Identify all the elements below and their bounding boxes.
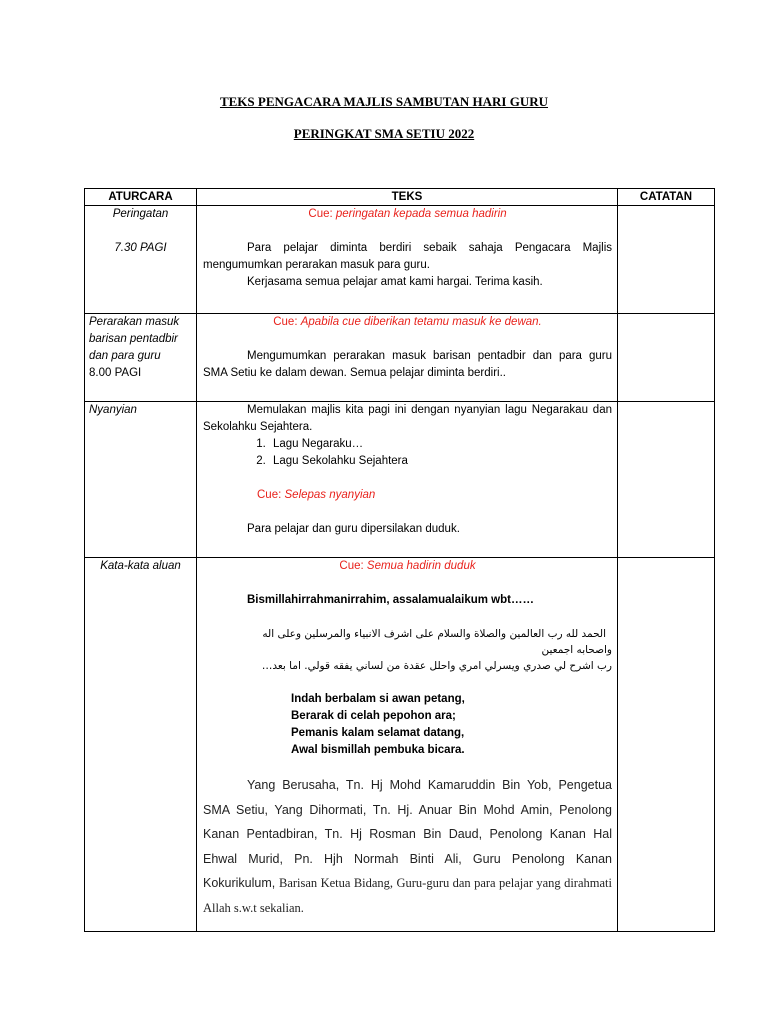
table-row [85, 314, 715, 402]
paragraph: Memulakan majlis kita pagi ini dengan nyanyian lagu Negarakau dan Sekolahku Sejahtera. [203, 404, 612, 433]
teks-cell [197, 206, 618, 314]
arabic-line: الحمد لله رب العالمين والصلاة والسلام على اشرف الانبياء والمرسلين وعلى اله [262, 628, 606, 640]
cue-line [203, 487, 612, 504]
aturcara-label: Kata-kata aluan [100, 560, 181, 572]
teks-cell [197, 558, 618, 932]
aturcara-cell [85, 558, 197, 932]
cue-text: Semua hadirin duduk [366, 560, 476, 572]
poem-line: Awal bismillah pembuka bicara. [291, 744, 465, 756]
address-text: Barisan Ketua Bidang, Guru-guru dan para pelajar yang dirahmati Allah s.w.t sekalian. [203, 876, 612, 915]
poem-line: Indah berbalam si awan petang, [291, 693, 465, 705]
cue-line [203, 314, 612, 331]
list-item: 1. Lagu Negaraku… [269, 436, 612, 453]
aturcara-time: 7.30 PAGI [114, 242, 167, 254]
cue-line [203, 206, 612, 223]
program-table [84, 188, 715, 932]
cue-label: Cue: [339, 560, 364, 572]
cue-label: Cue: [308, 208, 333, 220]
teks-cell [197, 314, 618, 402]
aturcara-time: 8.00 PAGI [89, 367, 142, 379]
document-subtitle: PERINGKAT SMA SETIU 2022 [293, 126, 475, 141]
poem-line: Pemanis kalam selamat datang, [291, 727, 465, 739]
aturcara-label: Perarakan masuk barisan pentadbir dan para guru [89, 316, 180, 362]
header-catatan: CATATAN [618, 189, 715, 206]
paragraph: Para pelajar dan guru dipersilakan duduk. [247, 523, 460, 535]
catatan-cell [618, 558, 715, 932]
poem [203, 691, 612, 759]
paragraph: Kerjasama semua pelajar amat kami hargai. Terima kasih. [247, 276, 543, 288]
catatan-cell [618, 206, 715, 314]
cue-text: peringatan kepada semua hadirin [335, 208, 507, 220]
arabic-line: واصحابه اجمعين [541, 644, 612, 656]
table-header-row [85, 189, 715, 206]
cue-label: Cue: [257, 489, 282, 501]
song-list [203, 436, 612, 470]
cue-text: Apabila cue diberikan tetamu masuk ke dewan. [300, 316, 542, 328]
greeting: Bismillahirrahmanirrahim, assalamualaikum wbt…… [247, 594, 534, 606]
paragraph: Para pelajar diminta berdiri sebaik sahaja Pengacara Majlis mengumumkan perarakan masuk para guru. [203, 242, 612, 271]
catatan-cell [618, 402, 715, 558]
aturcara-label: Peringatan [112, 208, 169, 220]
address-text: Yang Berusaha, Tn. Hj Mohd Kamaruddin Bin Yob, Pengetua SMA Setiu, Yang Dihormati, Tn. Hj. Anuar Bin Mohd Amin, Penolong Kanan Pentadbiran, Tn. Hj Rosman Bin Daud, Penolong Kanan Hal Ehwal Murid, Pn. Hjh Normah Binti Ali, Guru Penolong Kanan Kokurikulum, [203, 778, 612, 890]
aturcara-label: Nyanyian [89, 404, 137, 416]
aturcara-cell [85, 402, 197, 558]
paragraph: Mengumumkan perarakan masuk barisan pentadbir dan para guru SMA Setiu ke dalam dewan. Semua pelajar diminta berdiri.. [203, 350, 612, 379]
header-aturcara: ATURCARA [85, 189, 197, 206]
cue-text: Selepas nyanyian [284, 489, 376, 501]
cue-line [203, 558, 612, 575]
table-row [85, 206, 715, 314]
list-item: 2. Lagu Sekolahku Sejahtera [269, 453, 612, 470]
address-paragraph [203, 773, 612, 920]
header-teks: TEKS [197, 189, 618, 206]
table-row [85, 402, 715, 558]
table-row [85, 558, 715, 932]
aturcara-cell [85, 206, 197, 314]
teks-cell [197, 402, 618, 558]
document-title: TEKS PENGACARA MAJLIS SAMBUTAN HARI GURU [219, 94, 549, 109]
aturcara-cell [85, 314, 197, 402]
arabic-line: رب اشرح لي صدري ويسرلي امري واحلل عقدة من لساني يفقه قولي. اما بعد… [261, 660, 612, 672]
catatan-cell [618, 314, 715, 402]
poem-line: Berarak di celah pepohon ara; [291, 710, 456, 722]
cue-label: Cue: [273, 316, 298, 328]
